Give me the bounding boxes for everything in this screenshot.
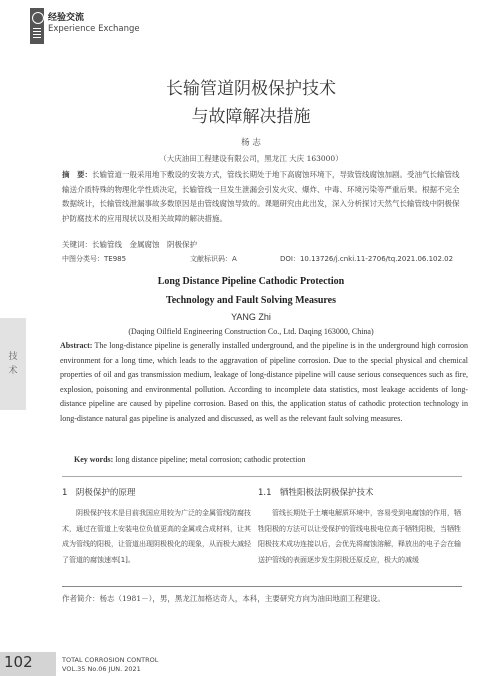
- article-title-line2: 与故障解决措施: [191, 107, 311, 127]
- english-affiliation: (Daqing Oilfield Engineering Construction Co., Ltd. Daqing 163000, China): [128, 327, 374, 336]
- english-keywords-label: Key words:: [74, 455, 114, 464]
- keywords-label-cn: 关键词：: [62, 240, 92, 249]
- side-tab-char: 术: [8, 366, 18, 376]
- journal-name: TOTAL CORROSION CONTROL: [62, 656, 159, 664]
- english-keywords: [74, 455, 306, 464]
- body-paragraph: 管线长期处于土壤电解质环境中，容易受到电腐蚀的作用，牺牲阳极的方法可以让受保护的管线电极电位高于牺牲阳极，当牺牲阳极技术成功连接以后，会优先将腐蚀溶解，释放出的电子会在输送护管线的表面逐步发生阴极还原反应，极大的减缓: [258, 509, 461, 564]
- keywords-text-cn: 长输管线 金属腐蚀 阴极保护: [92, 240, 197, 249]
- footnote-rule: [62, 586, 462, 587]
- abstract-text-cn: 长输管道一般采用地下敷设的安装方式，管线长期处于地下高腐蚀环境下，导致管线腐蚀加剧。受油气长输管线输送介质特殊的物理化学性质决定，长输管线一旦发生泄漏会引发火灾、爆炸、中毒、环境污染等严重后果。根据不完全数据统计，长输管线泄漏事故多数原因是由管线腐蚀导致的。课题研究由此出发，深入分析探讨天然气长输管线中阴极保护防腐技术的应用现状以及相关故障的解决措施。: [62, 170, 460, 223]
- affiliation-cn: （大庆油田工程建设有限公司，黑龙江 大庆 163000）: [159, 154, 343, 163]
- english-abstract-label: Abstract:: [60, 341, 93, 350]
- abstract-label-cn: 摘 要：: [62, 170, 92, 179]
- author-cn: 杨 志: [241, 138, 261, 148]
- body-column-right: [258, 486, 462, 568]
- section-label-cn: 经验交流: [48, 13, 85, 23]
- author-footnote: 作者简介：杨志（1981－），男，黑龙江加格达奇人，本科，主要研究方向为油田地面工程建设。: [62, 594, 385, 603]
- english-title-line1: Long Distance Pipeline Cathodic Protection: [157, 276, 345, 287]
- side-tab-char: 技: [8, 352, 18, 362]
- body-paragraph: 阴极保护技术是目前我国应用较为广泛的金属管线防腐技术，通过在管道上安装电位负值更高的金属或合成材料，让其成为管线的阳极，让管道出现阴极极化的现象，从而极大减轻了管道的腐蚀速率[1]。: [62, 509, 251, 564]
- english-abstract-text: The long-distance pipeline is generally installed underground, and the pipeline is in the underground high corrosion environment for a long time, which leads to the aggravation of pipeline corrosion. Due to the special physical and chemical properties of oil and gas transmission medium, leakage of long-distance pipeline will cause serious consequences such as fire, explosion, poisoning and environmental pollution. According to incomplete data statistics, most leakage accidents of long-distance pipeline are caused by pipeline corrosion. Based on this, the application status of cathodic protection technology in long-distance natural gas pipeline is analyzed and discussed, as well as the relevant fault solving measures.: [60, 341, 469, 423]
- clc-number: 中图分类号：TE985: [62, 255, 127, 263]
- section-label-en: Experience Exchange: [48, 24, 140, 34]
- article-title-line1: 长输管道阴极保护技术: [166, 79, 336, 99]
- document-code: 文献标识码：A: [190, 255, 237, 263]
- section-divider: [62, 476, 462, 477]
- english-author: YANG Zhi: [231, 312, 271, 322]
- abstract-cn: [62, 168, 462, 226]
- subsection-heading: 1.1 牺牲阳极法阴极保护技术: [258, 488, 374, 498]
- keywords-cn: [62, 239, 462, 250]
- section-heading: 1 阴极保护的原理: [62, 488, 136, 498]
- english-abstract: [60, 339, 468, 426]
- doi: DOI：10.13726/j.cnki.11-2706/tq.2021.06.102.02: [280, 255, 454, 263]
- english-keywords-text: long distance pipeline; metal corrosion; cathodic protection: [115, 455, 306, 464]
- journal-logo-icon: [30, 8, 44, 44]
- page-number: 102: [4, 653, 33, 671]
- journal-issue: VOL.35 No.06 JUN. 2021: [62, 665, 141, 673]
- english-title-line2: Technology and Fault Solving Measures: [165, 295, 337, 306]
- body-column-left: [62, 486, 252, 568]
